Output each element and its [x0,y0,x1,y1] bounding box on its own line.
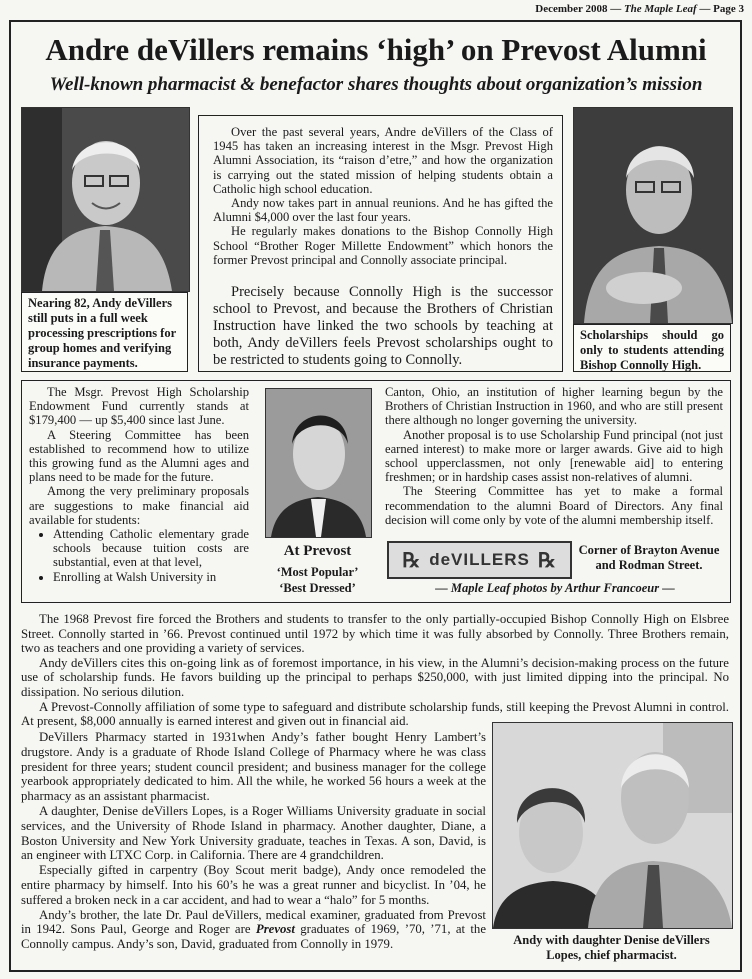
body-paragraph: A Prevost-Connolly affiliation of some type to safeguard and distribute scholarship funds, still keeping the Prevost Alumni in control. At present, $8,000 annually is earned interest and given out in financial aid. [21,699,729,729]
proposal-list [29,527,249,584]
intro-paragraph-large: Precisely because Connolly High is the successor school to Prevost, and because the Brothers of Christian Instruction have linked the two schools by teaching at both, Andy deVillers feels Prevost scholarships ought to be restricted to students going to Connolly. [213,284,553,368]
intro-text [213,125,553,267]
page-number: Page 3 [713,3,744,15]
publication-name: The Maple Leaf [623,3,697,15]
list-item: • Attending Catholic elementary grade schools because tuition costs are substantial, even at that level, [53,527,249,570]
page-header [535,3,744,15]
emphasis-prevost: Prevost [255,922,295,937]
sign-caption: Corner of Brayton Avenue and Rodman Street. [578,543,720,572]
text-run: graduates of 1969, ’70, ’71, at the Connolly campus. Andy’s son, David, graduated from Connolly in 1979. [21,922,487,952]
photo-credit [385,581,725,596]
fund-paragraph: Among the very preliminary proposals are suggestions to make financial aid available for students: [29,484,249,527]
text-run: Andy’s brother, the late Dr. Paul deVillers, medical examiner, graduated from Prevost in 1942. Sons Paul, George and Roger are [21,907,486,937]
header-dash: — [610,3,622,15]
fund-left-column [29,385,249,584]
portrait-image [493,723,732,928]
caption-right: Scholarships should go only to students attending Bishop Connolly High. [573,324,731,372]
caption-left: Nearing 82, Andy deVillers still puts in a full week processing prescriptions for group homes and verifying insurance payments. [21,292,188,372]
body-paragraph: The 1968 Prevost fire forced the Brothers and students to transfer to the only partially-occupied Bishop Connolly High on Elsbree Street. Connolly started in ’66. Prevost continued until 1972 by which time it was fully absorbed by Connolly. Three Brothers remain, two as teachers and one providing a variety of services. [21,612,729,656]
intro-paragraph: Over the past several years, Andre deVillers of the Class of 1945 has taken an increasing interest in the Msgr. Prevost High Alumni Association, its “raison d’etre,” and how the organization is carrying out the stated mission of helping students obtain a Catholic high school education. [213,125,553,196]
body-full-width [21,612,729,729]
fund-paragraph: A Steering Committee has been established to recommend how to utilize this growing fund as the Alumni ages and plans need to be made for the future. [29,427,249,485]
portrait-image [266,389,371,537]
photo-andy-smiling [21,107,190,292]
body-paragraph: DeVillers Pharmacy started in 1931when Andy’s father bought Henry Lambert’s drugstore. Andy is a graduate of Rhode Island College of Pharmacy where he was class president for three years; student council president; and business manager for the college yearbook appropriately dedicated to him. All the while, he worked 56 hours a week at the pharmacy as an assistant pharmacist. [21,730,486,804]
rx-icon: ℞ [402,549,422,572]
body-paragraph: Andy deVillers cites this on-going link as of foremost importance, in his view, in the Alumni’s decision-making process on the future use of scholarship funds. He favors building up the principal to perhaps $250,000, with just limited dipping into the principal. No dissipation. No serious dilution. [21,655,729,699]
pharmacy-sign-photo [387,541,572,579]
portrait-image [22,108,189,291]
body-column [21,730,486,952]
credit-publication: Maple Leaf [450,581,511,595]
prevost-caption [262,542,373,596]
prevost-caption-line: ‘Best Dressed’ [279,581,356,595]
intro-paragraph: He regularly makes donations to the Bishop Connolly High School “Brother Roger Millette Endowment” which honors the former Prevost principal and Connolly associate principal. [213,224,553,267]
issue-date: December 2008 [535,3,608,15]
list-item: • Enrolling at Walsh University in [53,570,249,584]
fund-right-column [385,385,723,527]
photo-andy-seated [573,107,733,324]
fund-paragraph: Canton, Ohio, an institution of higher learning begun by the Brothers of Christian Instruction in 1960, and who are still present there although no longer governing the university. [385,385,723,428]
fund-paragraph: The Steering Committee has yet to make a formal recommendation to the alumni Board of Directors. Any final decision will come only by vote of the alumni membership itself. [385,484,723,527]
body-paragraph: Especially gifted in carpentry (Boy Scout merit badge), Andy once remodeled the entire pharmacy by himself. Into his 60’s he was a great runner and bicyclist. In ’04, he suffered a broken neck in a car accident, and had to wear a “halo” for 5 months. [21,863,486,907]
photo-young-andy [265,388,372,538]
intro-highlight [213,284,553,369]
fund-paragraph: Another proposal is to use Scholarship Fund principal (not just earned interest) to make more or larger awards. Give aid to high school upperclassmen, not only [renewable aid] to entering freshmen; or in hardship cases assist non-relatives of alumni. [385,427,723,485]
headline: Andre deVillers remains ‘high’ on Prevost Alumni [45,32,707,67]
caption-bottom: Andy with daughter Denise deVillers Lopes, chief pharmacist. [513,933,710,962]
header-dash: — [699,3,711,15]
fund-paragraph: The Msgr. Prevost High Scholarship Endowment Fund currently stands at $179,400 — up $5,400 since last June. [29,385,249,428]
intro-paragraph: Andy now takes part in annual reunions. And he has gifted the Alumni $4,000 over the last four years. [213,196,553,225]
credit-text: photos by Arthur Francoeur — [510,581,675,595]
body-paragraph: A daughter, Denise deVillers Lopes, is a Roger Williams University graduate in social services, and the University of Rhode Island in pharmacy. Another daughter, Diane, a Boston University and New York University graduate, teaches in Texas. A son, David, is an engineer with LTXC Corp. in California. There are 4 grandchildren. [21,803,486,863]
portrait-image [574,108,732,323]
rx-icon: ℞ [537,549,557,572]
prevost-caption-line: ‘Most Popular’ [276,565,359,579]
credit-dash: — [435,581,451,595]
photo-andy-and-denise [492,722,733,929]
body-paragraph [21,908,486,952]
subheadline: Well-known pharmacist & benefactor shares thoughts about organization’s mission [49,74,703,95]
sign-text: deVILLERS [429,550,530,569]
prevost-caption-title: At Prevost [283,543,352,559]
